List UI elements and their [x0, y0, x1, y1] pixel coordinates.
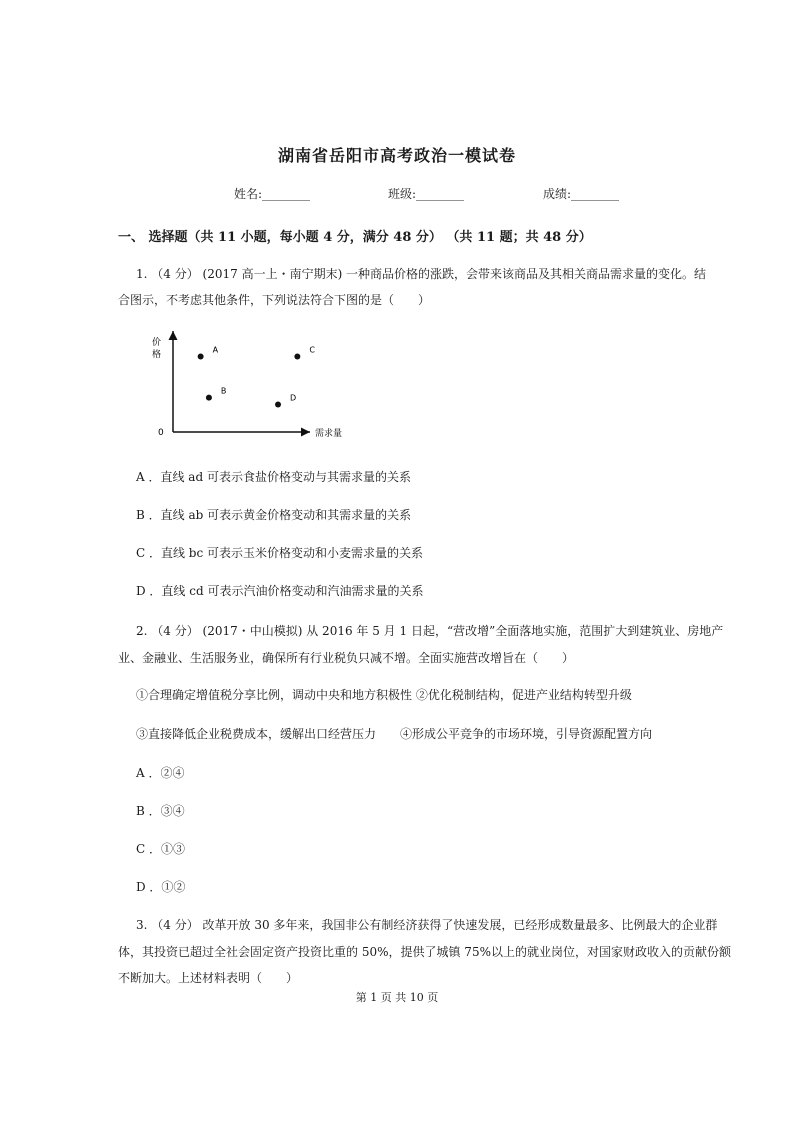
origin-label: 0 [158, 428, 164, 438]
point-label-b: B [220, 386, 227, 396]
q1-option-d[interactable]: D ．直线 cd 可表示汽油价格变动和汽油需求量的关系 [136, 584, 424, 598]
q1-option-c[interactable]: C ．直线 bc 可表示玉米价格变动和小麦需求量的关系 [136, 546, 424, 560]
q2-option-a[interactable]: A ．②④ [136, 766, 185, 780]
q1-option-b[interactable]: B ．直线 ab 可表示黄金价格变动和其需求量的关系 [136, 508, 412, 522]
section-heading: 一、 选择题（共 11 小题，每小题 4 分，满分 48 分） （共 11 题；共 48 分） [118, 230, 592, 245]
q2-item-line1: ①合理确定增值税分享比例，调动中央和地方积极性 ②优化税制结构，促进产业结构转型升级 [136, 688, 632, 702]
point-b [206, 395, 212, 401]
name-field: 姓名:________ [234, 187, 311, 201]
q2-item-line2: ③直接降低企业税费成本，缓解出口经营压力 ④形成公平竞争的市场环境，引导资源配置方向 [136, 727, 653, 741]
q3-text-line2: 体，其投资已超过全社会固定资产投资比重的 50%，提供了城镇 75%以上的就业岗位，对国家财政收入的贡献份额 [118, 945, 731, 959]
point-label-d: D [290, 393, 297, 403]
q2-text-line1: 2. （4 分） (2017・中山模拟) 从 2016 年 5 月 1 日起，“营改增”全面落地实施，范围扩大到建筑业、房地产 [136, 624, 724, 638]
point-d [275, 402, 281, 408]
q1-text-line2: 合图示，不考虑其他条件，下列说法符合下图的是（ ） [118, 293, 431, 307]
q2-text-line2: 业、金融业、生活服务业，确保所有行业税负只减不增。全面实施营改增旨在（ ） [118, 651, 575, 665]
point-c [294, 353, 300, 359]
page-title: 湖南省岳阳市高考政治一模试卷 [277, 146, 516, 165]
point-a [198, 353, 204, 359]
page-footer: 第 1 页 共 10 页 [355, 991, 439, 1004]
score-field: 成绩:________ [543, 187, 620, 201]
scatter-points [198, 345, 316, 407]
point-label-a: A [212, 345, 219, 355]
q3-text-line3: 不断加大。上述材料表明（ ） [118, 971, 299, 985]
class-field: 班级:________ [388, 187, 465, 201]
point-label-c: C [309, 345, 315, 355]
y-axis-label-1: 价 [152, 338, 162, 348]
y-axis-label-2: 格 [152, 350, 162, 360]
q3-text-line1: 3. （4 分） 改革开放 30 多年来，我国非公有制经济获得了快速发展，已经形成数量最多、比例最大的企业群 [136, 918, 718, 932]
x-axis-label: 需求量 [315, 429, 343, 439]
q2-option-c[interactable]: C ．①③ [136, 842, 185, 856]
q2-option-b[interactable]: B ．③④ [136, 804, 185, 818]
q1-text-line1: 1. （4 分） (2017 高一上・南宁期末) 一种商品价格的涨跌，会带来该商品及其相关商品需求量的变化。结 [136, 267, 707, 281]
q1-option-a[interactable]: A ．直线 ad 可表示食盐价格变动与其需求量的关系 [136, 470, 411, 484]
q1-chart [150, 325, 370, 445]
q2-option-d[interactable]: D ．①② [136, 880, 186, 894]
